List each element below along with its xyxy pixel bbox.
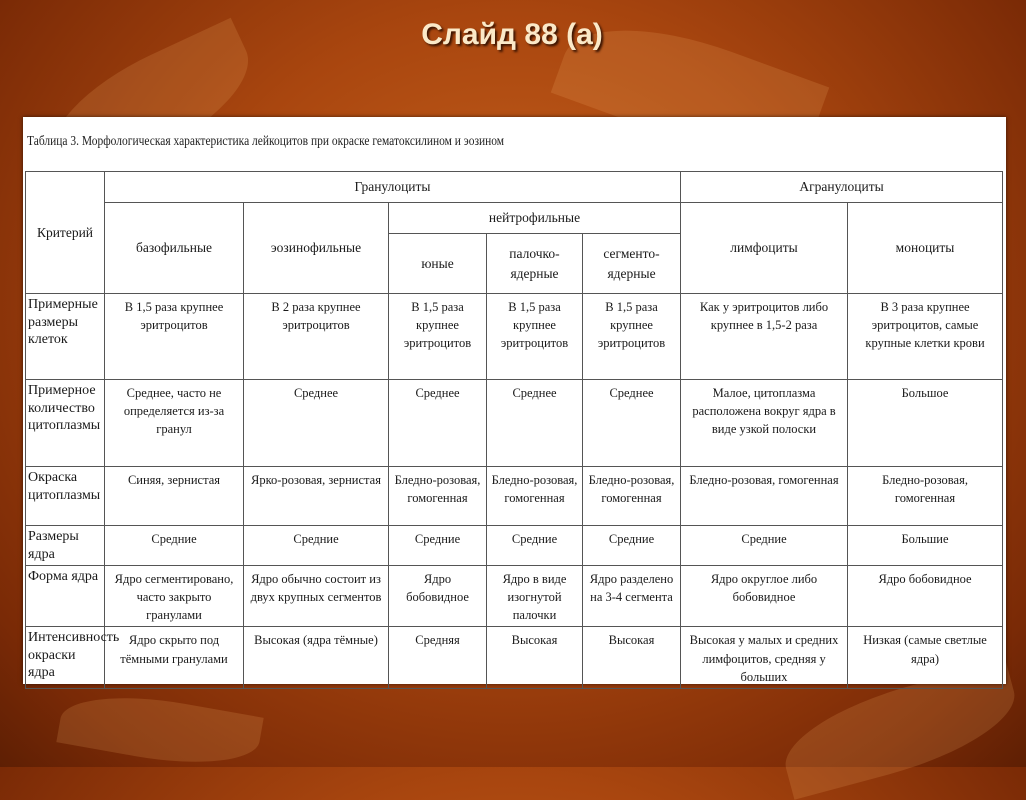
table-row	[26, 566, 1003, 627]
table-cell: Бледно-розовая, гомогенная	[848, 467, 1003, 526]
leukocyte-table	[25, 171, 1003, 689]
table-cell: Бледно-розовая, гомогенная	[487, 467, 583, 526]
table-cell: В 1,5 раза крупнее эритроцитов	[583, 294, 681, 380]
table-row	[26, 467, 1003, 526]
slide-title: Слайд 88 (а)	[421, 18, 603, 51]
table-row	[26, 294, 1003, 380]
table-cell: Средние	[244, 526, 389, 566]
header-granulocytes: Гранулоциты	[105, 172, 681, 203]
table-cell: Бледно-розовая, гомогенная	[389, 467, 487, 526]
header-band: палочко-ядерные	[487, 234, 583, 294]
table-cell: Ядро округлое либо бобовидное	[681, 566, 848, 627]
table-cell: Большое	[848, 380, 1003, 467]
table-cell: Ядро обычно состоит из двух крупных сегментов	[244, 566, 389, 627]
table-cell: В 1,5 раза крупнее эритроцитов	[389, 294, 487, 380]
table-cell: Высокая	[487, 627, 583, 688]
table-cell: Среднее	[583, 380, 681, 467]
header-basophils: базофильные	[105, 203, 244, 294]
header-eosinophils: эозинофильные	[244, 203, 389, 294]
table-cell: Средние	[105, 526, 244, 566]
row-criterion: Интенсивность окраски ядра	[26, 627, 105, 688]
table-image-sheet	[23, 117, 1006, 684]
row-criterion: Примерные размеры клеток	[26, 294, 105, 380]
table-row	[26, 380, 1003, 467]
table-cell: Ярко-розовая, зернистая	[244, 467, 389, 526]
header-criterion: Критерий	[26, 172, 105, 294]
table-row	[26, 627, 1003, 688]
table-cell: Среднее	[389, 380, 487, 467]
header-segmented: сегменто-ядерные	[583, 234, 681, 294]
table-cell: Бледно-розовая, гомогенная	[583, 467, 681, 526]
table-cell: Низкая (самые светлые ядра)	[848, 627, 1003, 688]
header-lymphocytes: лимфоциты	[681, 203, 848, 294]
table-cell: Среднее, часто не определяется из-за гранул	[105, 380, 244, 467]
background-leaf-shape	[56, 683, 263, 777]
row-criterion: Примерное количество цитоплазмы	[26, 380, 105, 467]
table-cell: Среднее	[244, 380, 389, 467]
table-cell: Ядро скрыто под тёмными гранулами	[105, 627, 244, 688]
table-cell: Высокая (ядра тёмные)	[244, 627, 389, 688]
table-cell: Средние	[681, 526, 848, 566]
header-neutrophils: нейтрофильные	[389, 203, 681, 234]
table-cell: В 1,5 раза крупнее эритроцитов	[487, 294, 583, 380]
table-cell: Высокая	[583, 627, 681, 688]
table-cell: В 3 раза крупнее эритроцитов, самые крупные клетки крови	[848, 294, 1003, 380]
table-cell: Ядро бобовидное	[389, 566, 487, 627]
table-cell: Бледно-розовая, гомогенная	[681, 467, 848, 526]
table-caption: Таблица 3. Морфологическая характеристика лейкоцитов при окраске гематоксилином и эозином	[27, 134, 505, 149]
table-cell: Ядро в виде изогнутой палочки	[487, 566, 583, 627]
header-juvenile: юные	[389, 234, 487, 294]
table-cell: Средние	[583, 526, 681, 566]
table-cell: Синяя, зернистая	[105, 467, 244, 526]
table-cell: Средние	[487, 526, 583, 566]
header-monocytes: моноциты	[848, 203, 1003, 294]
table-cell: Большие	[848, 526, 1003, 566]
table-row	[26, 526, 1003, 566]
table-cell: Малое, цитоплазма расположена вокруг ядра в виде узкой полоски	[681, 380, 848, 467]
table-cell: В 2 раза крупнее эритроцитов	[244, 294, 389, 380]
table-cell: Средние	[389, 526, 487, 566]
table-cell: Ядро сегментировано, часто закрыто гранулами	[105, 566, 244, 627]
table-cell: Средняя	[389, 627, 487, 688]
header-agranulocytes: Агранулоциты	[681, 172, 1003, 203]
table-cell: Ядро разделено на 3-4 сегмента	[583, 566, 681, 627]
row-criterion: Размеры ядра	[26, 526, 105, 566]
table-cell: Высокая у малых и средних лимфоцитов, средняя у больших	[681, 627, 848, 688]
row-criterion: Окраска цитоплазмы	[26, 467, 105, 526]
table-cell: Среднее	[487, 380, 583, 467]
table-cell: Ядро бобовидное	[848, 566, 1003, 627]
table-cell: В 1,5 раза крупнее эритроцитов	[105, 294, 244, 380]
row-criterion: Форма ядра	[26, 566, 105, 627]
table-cell: Как у эритроцитов либо крупнее в 1,5-2 раза	[681, 294, 848, 380]
